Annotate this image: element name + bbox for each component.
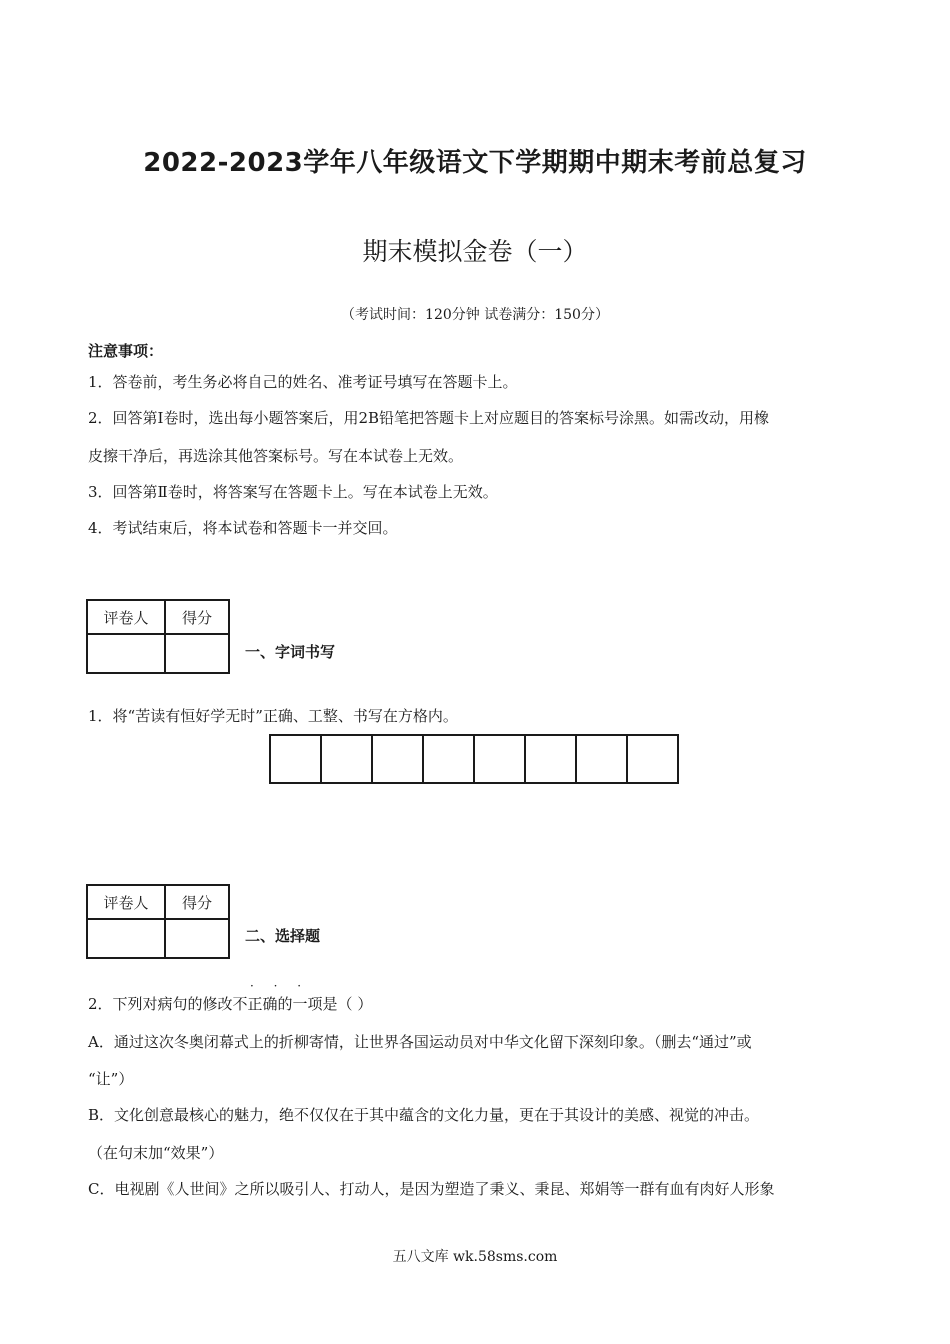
grader-label: 评卷人 (87, 600, 165, 634)
grid-cell (628, 736, 677, 782)
section-1-heading: 一、字词书写 (245, 643, 336, 661)
question-1: 1．将“苦读有恒好学无时”正确、工整、书写在方格内。 (88, 707, 458, 725)
notice-item-3: 3．回答第Ⅱ卷时，将答案写在答题卡上。写在本试卷上无效。 (88, 483, 498, 501)
grid-cell (424, 736, 475, 782)
option-a-line-2: “让”） (88, 1070, 134, 1088)
option-b-line-1: B．文化创意最核心的魅力，绝不仅仅在于其中蕴含的文化力量，更在于其设计的美感、视觉的冲击。 (88, 1106, 760, 1124)
grid-cell (322, 736, 373, 782)
score-label: 得分 (165, 600, 229, 634)
score-blank (165, 919, 229, 958)
notice-heading: 注意事项： (88, 342, 164, 360)
option-c-line-1: C．电视剧《人世间》之所以吸引人、打动人，是因为塑造了秉义、秉昆、郑娟等一群有血有肉好人形象 (88, 1180, 775, 1198)
grid-cell (577, 736, 628, 782)
footer-watermark: 五八文库 wk.58sms.com (392, 1249, 558, 1265)
grid-cell (271, 736, 322, 782)
grader-blank (87, 919, 165, 958)
grid-cell (373, 736, 424, 782)
notice-item-2-line-2: 皮擦干净后，再选涂其他答案标号。写在本试卷上无效。 (88, 447, 464, 465)
emphasis-dots: · · · (250, 979, 310, 993)
grader-blank (87, 634, 165, 673)
writing-grid (269, 734, 679, 784)
notice-item-2-line-1: 2．回答第Ⅰ卷时，选出每小题答案后，用2B铅笔把答题卡上对应题目的答案标号涂黑。如需改动，用橡 (88, 409, 770, 427)
score-label: 得分 (165, 885, 229, 919)
exam-info: （考试时间：120分钟 试卷满分：150分） (341, 307, 609, 323)
score-table-2 (86, 884, 230, 959)
section-2-heading: 二、选择题 (245, 927, 321, 945)
grid-cell (526, 736, 577, 782)
document-subtitle: 期末模拟金卷（一） (362, 237, 588, 266)
option-a-line-1: A．通过这次冬奥闭幕式上的折柳寄情，让世界各国运动员对中华文化留下深刻印象。（删去“通过”或 (88, 1033, 752, 1051)
score-table-1 (86, 599, 230, 674)
notice-item-4: 4．考试结束后，将本试卷和答题卡一并交回。 (88, 519, 398, 537)
grader-label: 评卷人 (87, 885, 165, 919)
question-2: 2．下列对病句的修改不正确的一项是（ ） (88, 995, 373, 1013)
document-title: 2022-2023学年八年级语文下学期期中期末考前总复习 (143, 148, 807, 178)
score-blank (165, 634, 229, 673)
grid-cell (475, 736, 526, 782)
option-b-line-2: （在句末加“效果”） (88, 1144, 224, 1162)
notice-item-1: 1．答卷前，考生务必将自己的姓名、准考证号填写在答题卡上。 (88, 373, 518, 391)
